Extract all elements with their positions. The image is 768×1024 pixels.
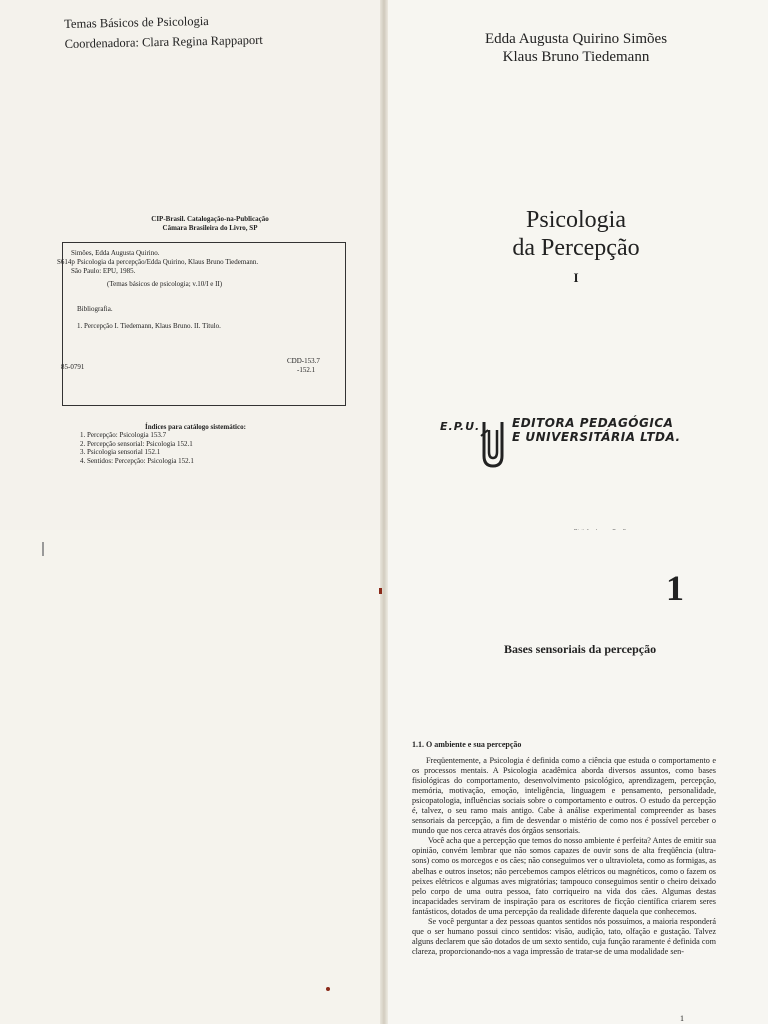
publisher-abbrev: E.P.U. [440,420,481,433]
publisher-line: E UNIVERSITÁRIA LTDA. [512,430,681,444]
cip-imprint: São Paulo: EPU, 1985. [71,267,136,275]
publisher-line: EDITORA PEDAGÓGICA [512,416,674,430]
book-title [384,206,768,262]
section-title: 1.1. O ambiente e sua percepção [412,740,522,749]
cip-header-line: Câmara Brasileira do Livro, SP [162,224,258,232]
catalog-page [0,0,384,530]
paragraph: Se você perguntar a dez pessoas quantos sentidos nós possuímos, a maioria responderá que o ser humano possui cinco sentidos: visão, audição, tato, olfação e gustação. Talvez alguns declarem que são dotados de um sexto sentido, cuja função raramente é definida com clareza, proporcionando-nos a vaga impressão de tratar-se de uma modalidade sen- [412,916,716,956]
cip-author: Simões, Edda Augusta Quirino. [71,249,160,257]
body-text [412,756,716,957]
ink-spot [326,987,330,991]
cip-title: Psicologia da percepção/Edda Quirino, Klaus Bruno Tiedemann. [77,258,259,266]
chapter-title: Bases sensoriais da percepção [504,642,657,656]
cip-header-line: CIP-Brasil. Catalogação-na-Publicação [151,215,269,223]
ink-spot [379,588,382,594]
index-list [80,431,194,465]
page-number: 1 [680,1014,684,1023]
coordinator: Coordenadora: Clara Regina Rappaport [64,32,263,51]
author-name: Edda Augusta Quirino Simões [484,31,668,47]
volume-number: I [573,270,579,285]
title-line: da Percepção [512,235,640,261]
publisher-name [512,416,681,444]
index-item: 3. Psicologia sensorial 152.1 [80,448,161,457]
chapter-number: 1 [666,568,684,608]
cip-subjects: 1. Percepção I. Tiedemann, Klaus Bruno. II. Título. [77,322,221,330]
chapter-page [384,530,768,1024]
cip-cdd: -152.1 [297,366,316,374]
cip-cdd: CDD-153.7 [287,357,320,365]
blank-page [0,530,384,1024]
index-item: 4. Sentidos: Percepção: Psicologia 152.1 [80,456,194,465]
title-page [384,0,768,530]
page-edge-mark [42,542,44,556]
book-gutter [380,530,388,1024]
author-name: Klaus Bruno Tiedemann [502,49,650,65]
title-line: Psicologia [526,207,626,233]
authors [384,30,768,66]
book-gutter [380,0,388,530]
index-item: 2. Percepção sensorial: Psicologia 152.1 [80,439,193,448]
cip-code: S614p [57,258,75,266]
paragraph: Freqüentemente, a Psicologia é definida como a ciência que estuda o comportamento e os processos mentais. A Psicologia acadêmica aborda diversos assuntos, como bases fisiológicas do comportamento, desenvolvimento psicológico, aprendizagem, percepção, memória, motivação, emoção, inteligência, linguagem e pensamento, personalidade, psicopatologia, influências sociais sobre o comportamento e outros. O estudo da percepção é, talvez, o seu ramo mais antigo. Cabe à análise experimental compreender as bases sensoriais da percepção, a fim de desvendar o mistério de como nos é possível perceber o mundo que nos cerca através dos órgãos sensoriais. [412,756,716,836]
index-title: Índices para catálogo sistemático: [145,423,246,431]
cip-record-number: 85-0791 [61,363,85,371]
series-name: Temas Básicos de Psicologia [64,13,209,31]
index-item: 1. Percepção: Psicologia 153.7 [80,431,167,439]
series-info [64,10,263,54]
cip-card [57,242,346,406]
cip-bibliography: Bibliografia. [77,305,113,313]
paragraph: Você acha que a percepção que temos do nosso ambiente é perfeita? Antes de emitir sua opinião, convém lembrar que não somos capazes de ouvir sons de alta freqüência (ultra-sons) como os morcegos e os cães; não conseguimos ver o ultravioleta, como as formigas, as abelhas e outros insetos; não percebemos campos elétricos ou magnéticos, como o fazem os peixes elétricos e algumas aves migratórias; tampouco conseguimos sentir o cheiro deixado pelo corpo de uma outra pessoa, fato corriqueiro na vida dos cães. Algumas destas incapacidades serviram de inspiração para os escritores de ficção científica criarem seres fantásticos, dotados de uma percepção da realidade diferente daquela que conhecemos. [412,836,717,916]
cip-header [110,215,310,233]
cip-series: (Temas básicos de psicologia; v.10/I e II) [107,280,223,288]
publisher-logo-icon [480,416,506,468]
